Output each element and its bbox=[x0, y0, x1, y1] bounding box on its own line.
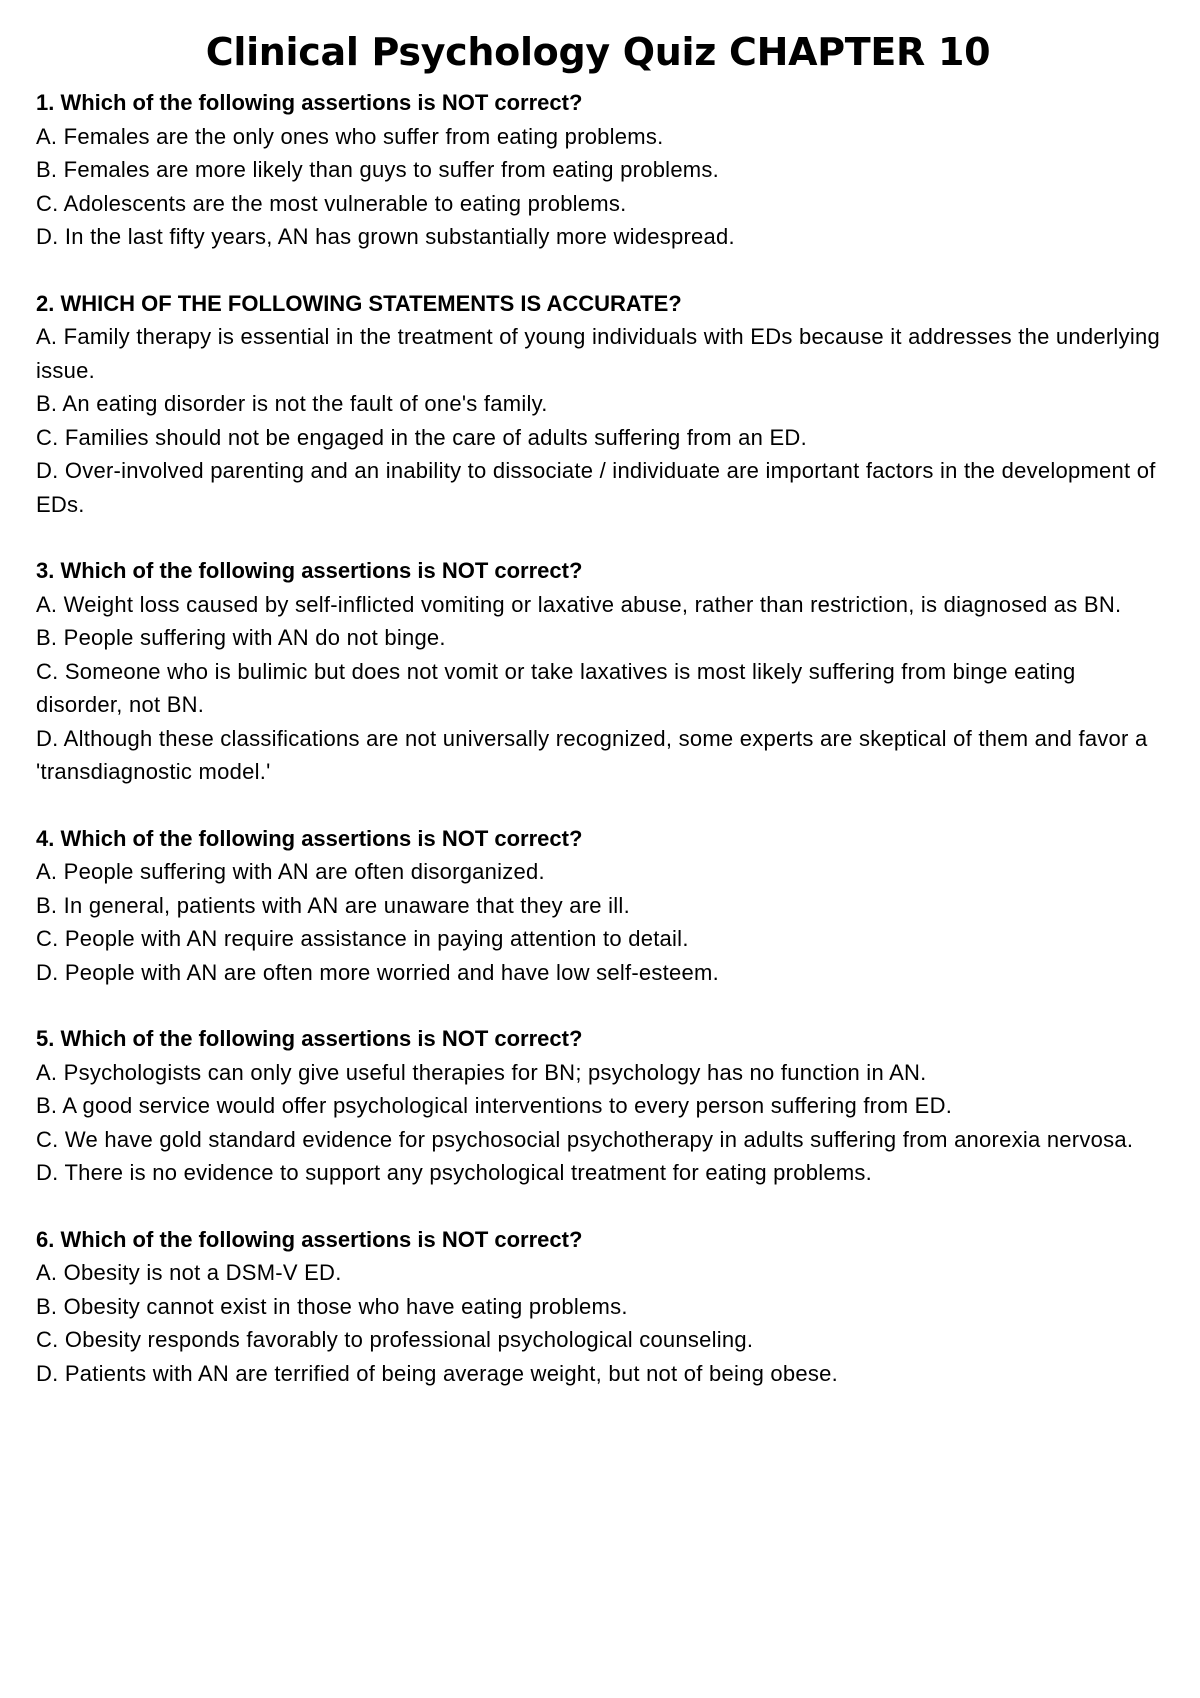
answer-option-c: C. Families should not be engaged in the care of adults suffering from an ED. bbox=[36, 424, 807, 450]
answer-option-c: C. We have gold standard evidence for psychosocial psychotherapy in adults suffering from anorexia nervosa. bbox=[36, 1126, 1134, 1152]
answer-option-c: C. People with AN require assistance in paying attention to detail. bbox=[36, 926, 689, 951]
answer-option-d: D. Although these classifications are not universally recognized, some experts are skeptical of them and favor a 'transdiagnostic model.' bbox=[36, 725, 1148, 784]
answer-option-b: B. A good service would offer psychological interventions to every person suffering from ED. bbox=[36, 1093, 953, 1118]
answer-option-b: B. In general, patients with AN are unaware that they are ill. bbox=[36, 892, 630, 918]
answer-option-d: D. Patients with AN are terrified of being average weight, but not of being obese. bbox=[36, 1360, 838, 1386]
answer-option-d: D. Over-involved parenting and an inability to dissociate / individuate are important factors in the development of EDs. bbox=[36, 458, 1156, 517]
answer-option-b: B. Females are more likely than guys to suffer from eating problems. bbox=[36, 157, 719, 182]
answer-option-d: D. In the last fifty years, AN has grown substantially more widespread. bbox=[36, 224, 735, 249]
question-3 bbox=[36, 554, 1160, 789]
answer-option-a: A. Psychologists can only give useful therapies for BN; psychology has no function in AN. bbox=[36, 1059, 927, 1085]
question-6 bbox=[36, 1223, 1160, 1391]
answer-option-c: C. Adolescents are the most vulnerable to eating problems. bbox=[36, 190, 627, 216]
answer-option-a: A. Obesity is not a DSM-V ED. bbox=[36, 1260, 342, 1285]
answer-option-c: C. Someone who is bulimic but does not vomit or take laxatives is most likely suffering from binge eating disorder, not BN. bbox=[36, 658, 1076, 717]
question-heading: 3. Which of the following assertions is NOT correct? bbox=[36, 558, 583, 583]
answer-option-c: C. Obesity responds favorably to professional psychological counseling. bbox=[36, 1327, 754, 1352]
question-heading: 4. Which of the following assertions is NOT correct? bbox=[36, 825, 583, 851]
question-1 bbox=[36, 86, 1160, 254]
answer-option-a: A. People suffering with AN are often disorganized. bbox=[36, 859, 545, 884]
answer-option-b: B. Obesity cannot exist in those who have eating problems. bbox=[36, 1293, 628, 1319]
question-heading: 1. Which of the following assertions is NOT correct? bbox=[36, 90, 583, 115]
question-heading: 5. Which of the following assertions is NOT correct? bbox=[36, 1026, 583, 1051]
answer-option-b: B. People suffering with AN do not binge. bbox=[36, 625, 446, 650]
answer-option-d: D. People with AN are often more worried and have low self-esteem. bbox=[36, 959, 719, 985]
answer-option-d: D. There is no evidence to support any psychological treatment for eating problems. bbox=[36, 1160, 873, 1185]
question-4 bbox=[36, 822, 1160, 990]
question-2 bbox=[36, 287, 1160, 522]
question-5 bbox=[36, 1022, 1160, 1190]
answer-option-b: B. An eating disorder is not the fault of one's family. bbox=[36, 391, 548, 416]
question-heading: 2. WHICH OF THE FOLLOWING STATEMENTS IS ACCURATE? bbox=[36, 290, 682, 316]
answer-option-a: A. Females are the only ones who suffer from eating problems. bbox=[36, 123, 664, 149]
question-heading: 6. Which of the following assertions is NOT correct? bbox=[36, 1226, 583, 1252]
page-title: Clinical Psychology Quiz CHAPTER 10 bbox=[205, 30, 991, 74]
answer-option-a: A. Weight loss caused by self-inflicted vomiting or laxative abuse, rather than restriction, is diagnosed as BN. bbox=[36, 591, 1122, 617]
answer-option-a: A. Family therapy is essential in the treatment of young individuals with EDs because it addresses the underlying issue. bbox=[36, 324, 1160, 383]
